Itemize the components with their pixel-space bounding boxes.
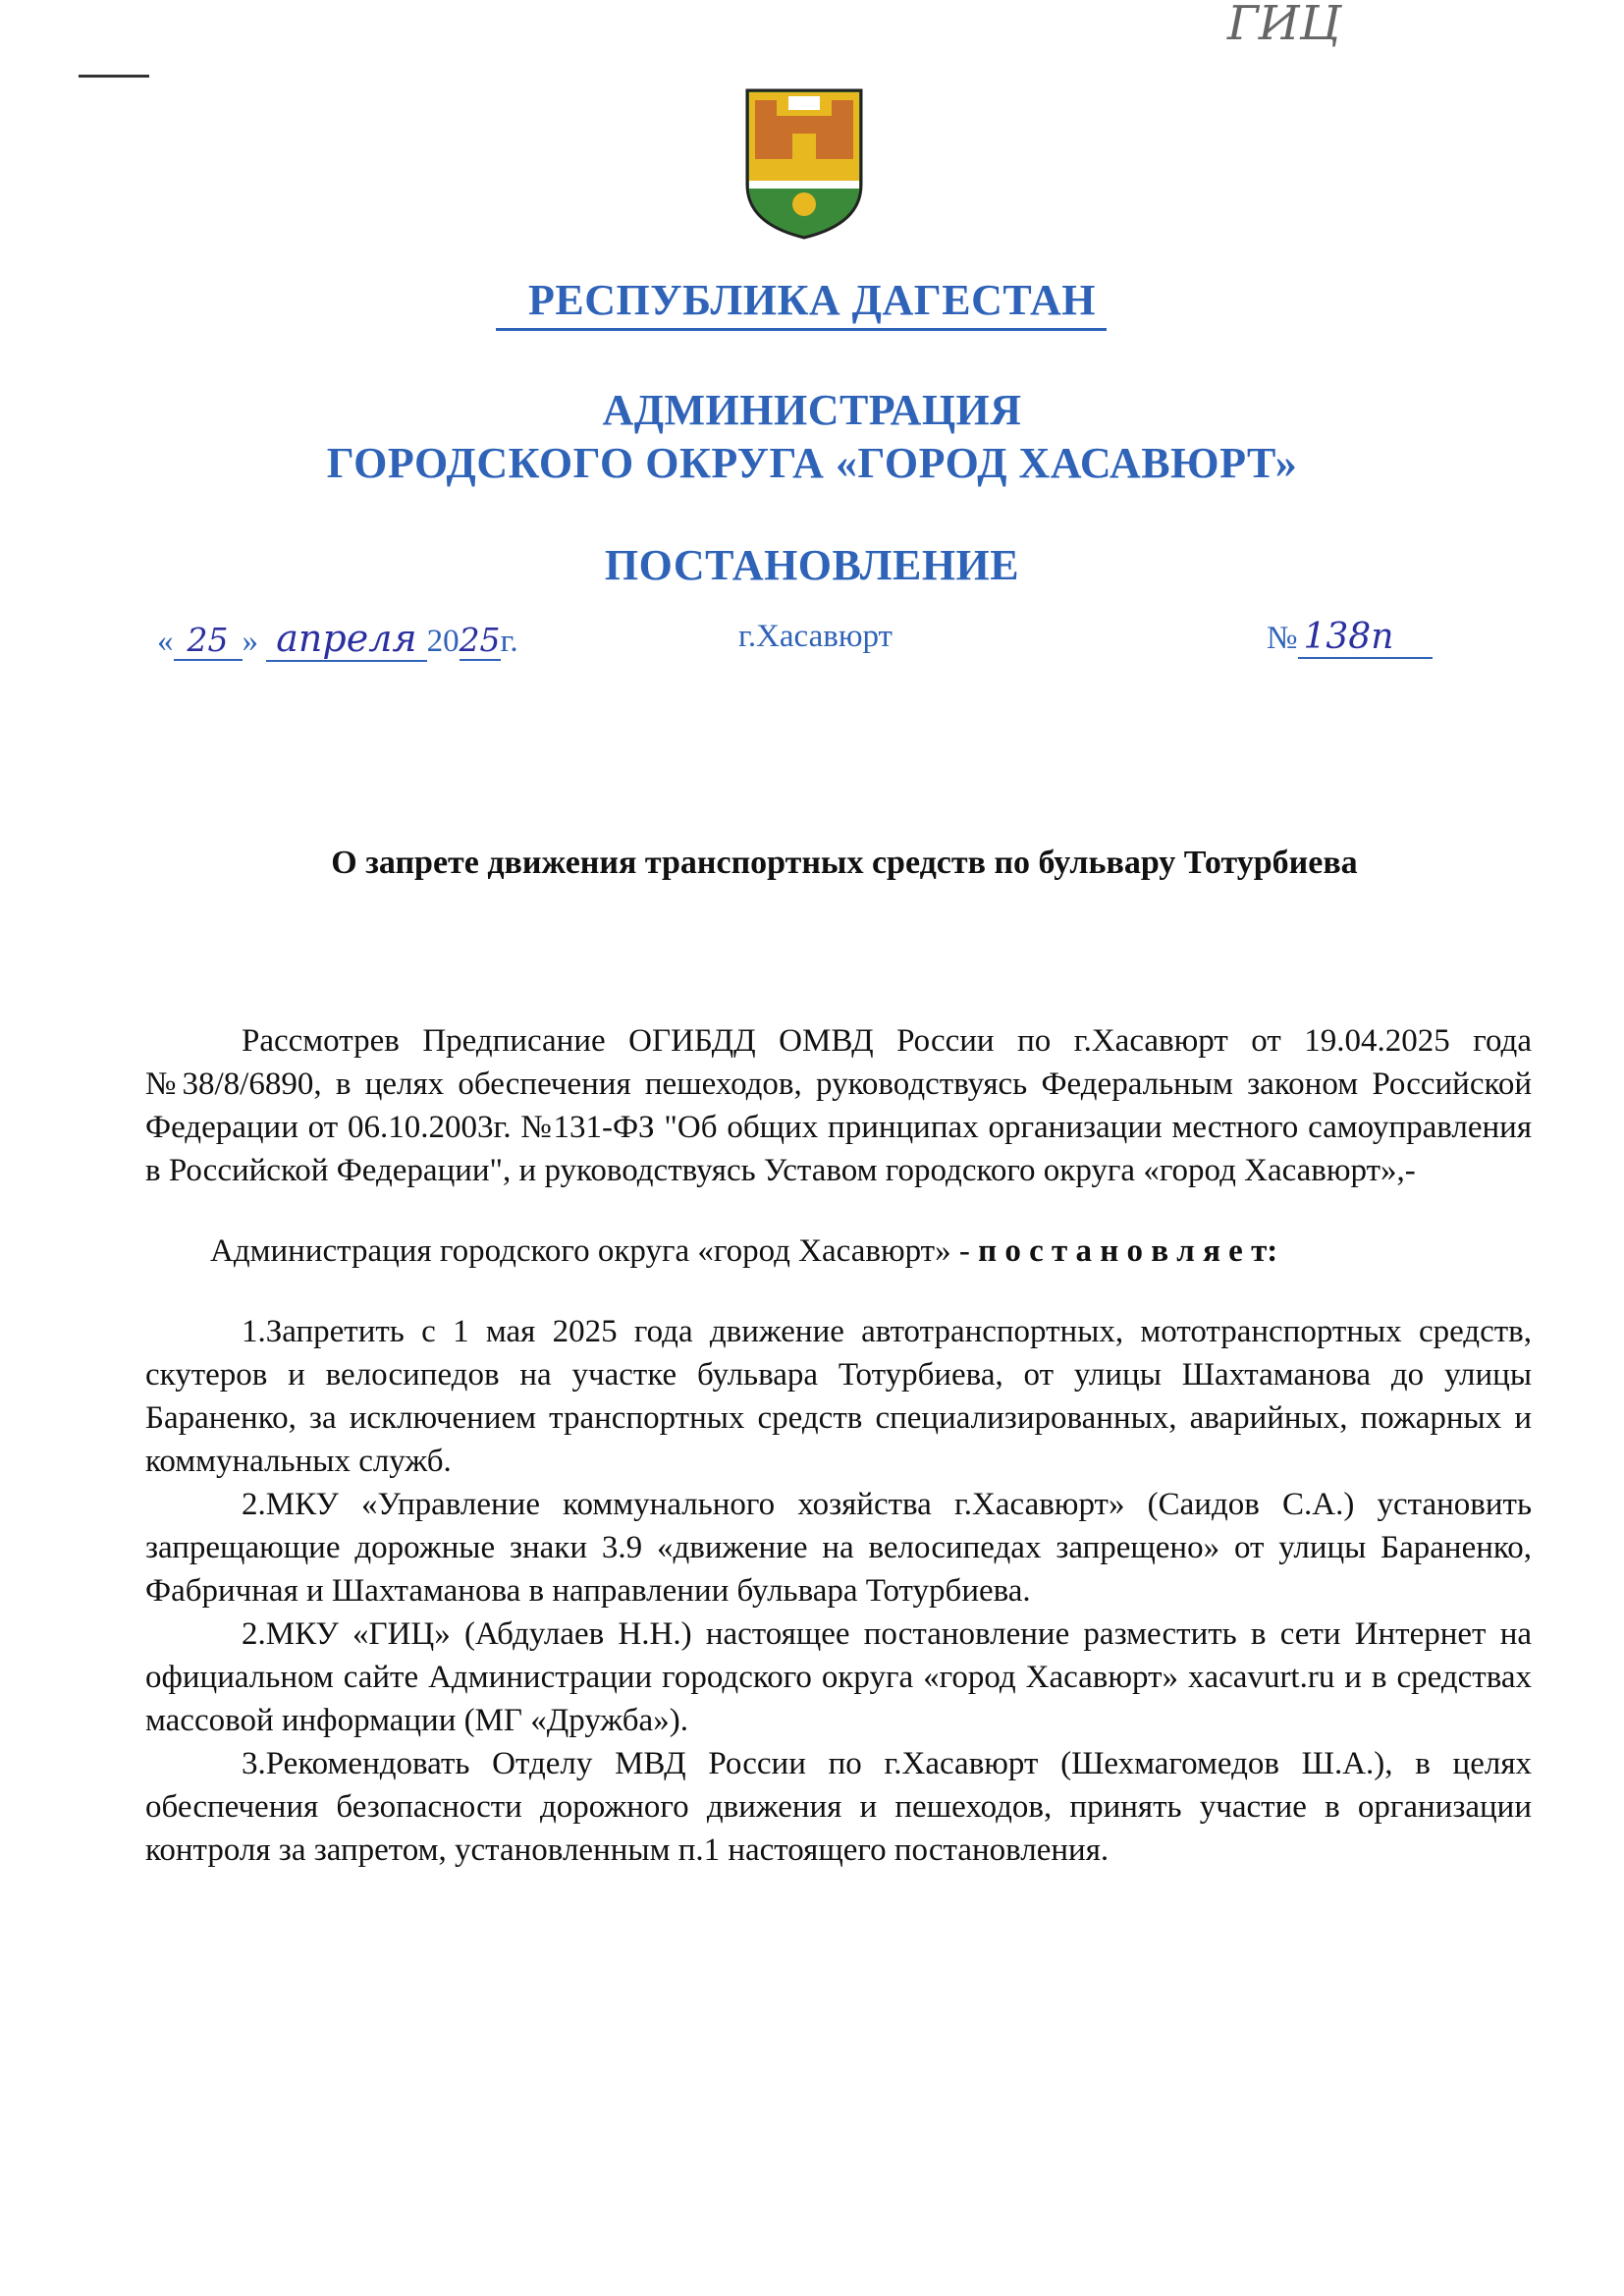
- republic-heading: РЕСПУБЛИКА ДАГЕСТАН: [527, 276, 1097, 324]
- resolves-line: [145, 1230, 1532, 1273]
- item-1: 1.Запретить с 1 мая 2025 года движение автотранспортных, мототранспортных средств, скутеров и велосипедов на участке бульвара Тотурбиева, от улицы Шахтаманова до улицы Бараненко, за исключением транспортных средств специализированных, аварийных, пожарных и коммунальных служб.: [145, 1314, 1532, 1479]
- document-body: [145, 1019, 1532, 1872]
- date-field: [157, 617, 518, 660]
- date-year-prefix: 20: [426, 624, 460, 659]
- coat-of-arms-emblem: [743, 86, 865, 245]
- republic-underline: [496, 328, 1107, 331]
- date-year-suffix: 25: [459, 621, 501, 659]
- date-month: апреля: [266, 617, 426, 662]
- city: г.Хасавюрт: [738, 619, 893, 654]
- document-title: О запрете движения транспортных средств по бульвару Тотурбиева: [331, 845, 1358, 881]
- top-left-dash: [79, 75, 149, 78]
- date-close-quote: »: [242, 624, 258, 659]
- number-value: 138п: [1298, 617, 1434, 659]
- date-year-unit: г.: [500, 624, 518, 659]
- document-number: [1267, 617, 1433, 657]
- administration-heading-line2: ГОРОДСКОГО ОКРУГА «ГОРОД ХАСАВЮРТ»: [326, 439, 1298, 487]
- preamble-paragraph: Рассмотрев Предписание ОГИБДД ОМВД России по г.Хасавюрт от 19.04.2025 года №38/8/6890, в целях обеспечения пешеходов, руководствуясь Федеральным законом Российской Федерации от 06.10.2003г. №131-ФЗ "Об общих принципах организации местного самоуправления в Российской Федерации", и руководствуясь Уставом городского округа «город Хасавюрт»,-: [145, 1023, 1532, 1188]
- item-2: 2.МКУ «Управление коммунального хозяйства г.Хасавюрт» (Саидов С.А.) установить запрещающие дорожные знаки 3.9 «движение на велосипедах запрещено» от улицы Бараненко, Фабричная и Шахтаманова в направлении бульвара Тотурбиева.: [145, 1487, 1532, 1609]
- handwritten-corner-note: ГИЦ: [1227, 0, 1341, 51]
- resolves-text: Администрация городского округа «город Хасавюрт» -: [210, 1233, 979, 1269]
- item-2b: 2.МКУ «ГИЦ» (Абдулаев Н.Н.) настоящее постановление разместить в сети Интернет на официальном сайте Администрации городского округа «город Хасавюрт» xacavurt.ru и в средствах массовой информации (МГ «Дружба»).: [145, 1616, 1532, 1738]
- date-day: 25: [174, 621, 243, 661]
- date-open-quote: «: [157, 624, 174, 659]
- document-type-heading: ПОСТАНОВЛЕНИЕ: [604, 541, 1020, 589]
- administration-heading-line1: АДМИНИСТРАЦИЯ: [602, 386, 1022, 434]
- item-3: 3.Рекомендовать Отделу МВД России по г.Хасавюрт (Шехмагомедов Ш.А.), в целях обеспечения безопасности дорожного движения и пешеходов, принять участие в организации контроля за запретом, установленным п.1 настоящего постановления.: [145, 1746, 1532, 1868]
- resolves-emphasis: п о с т а н о в л я е т:: [978, 1233, 1278, 1269]
- number-label: №: [1267, 621, 1298, 656]
